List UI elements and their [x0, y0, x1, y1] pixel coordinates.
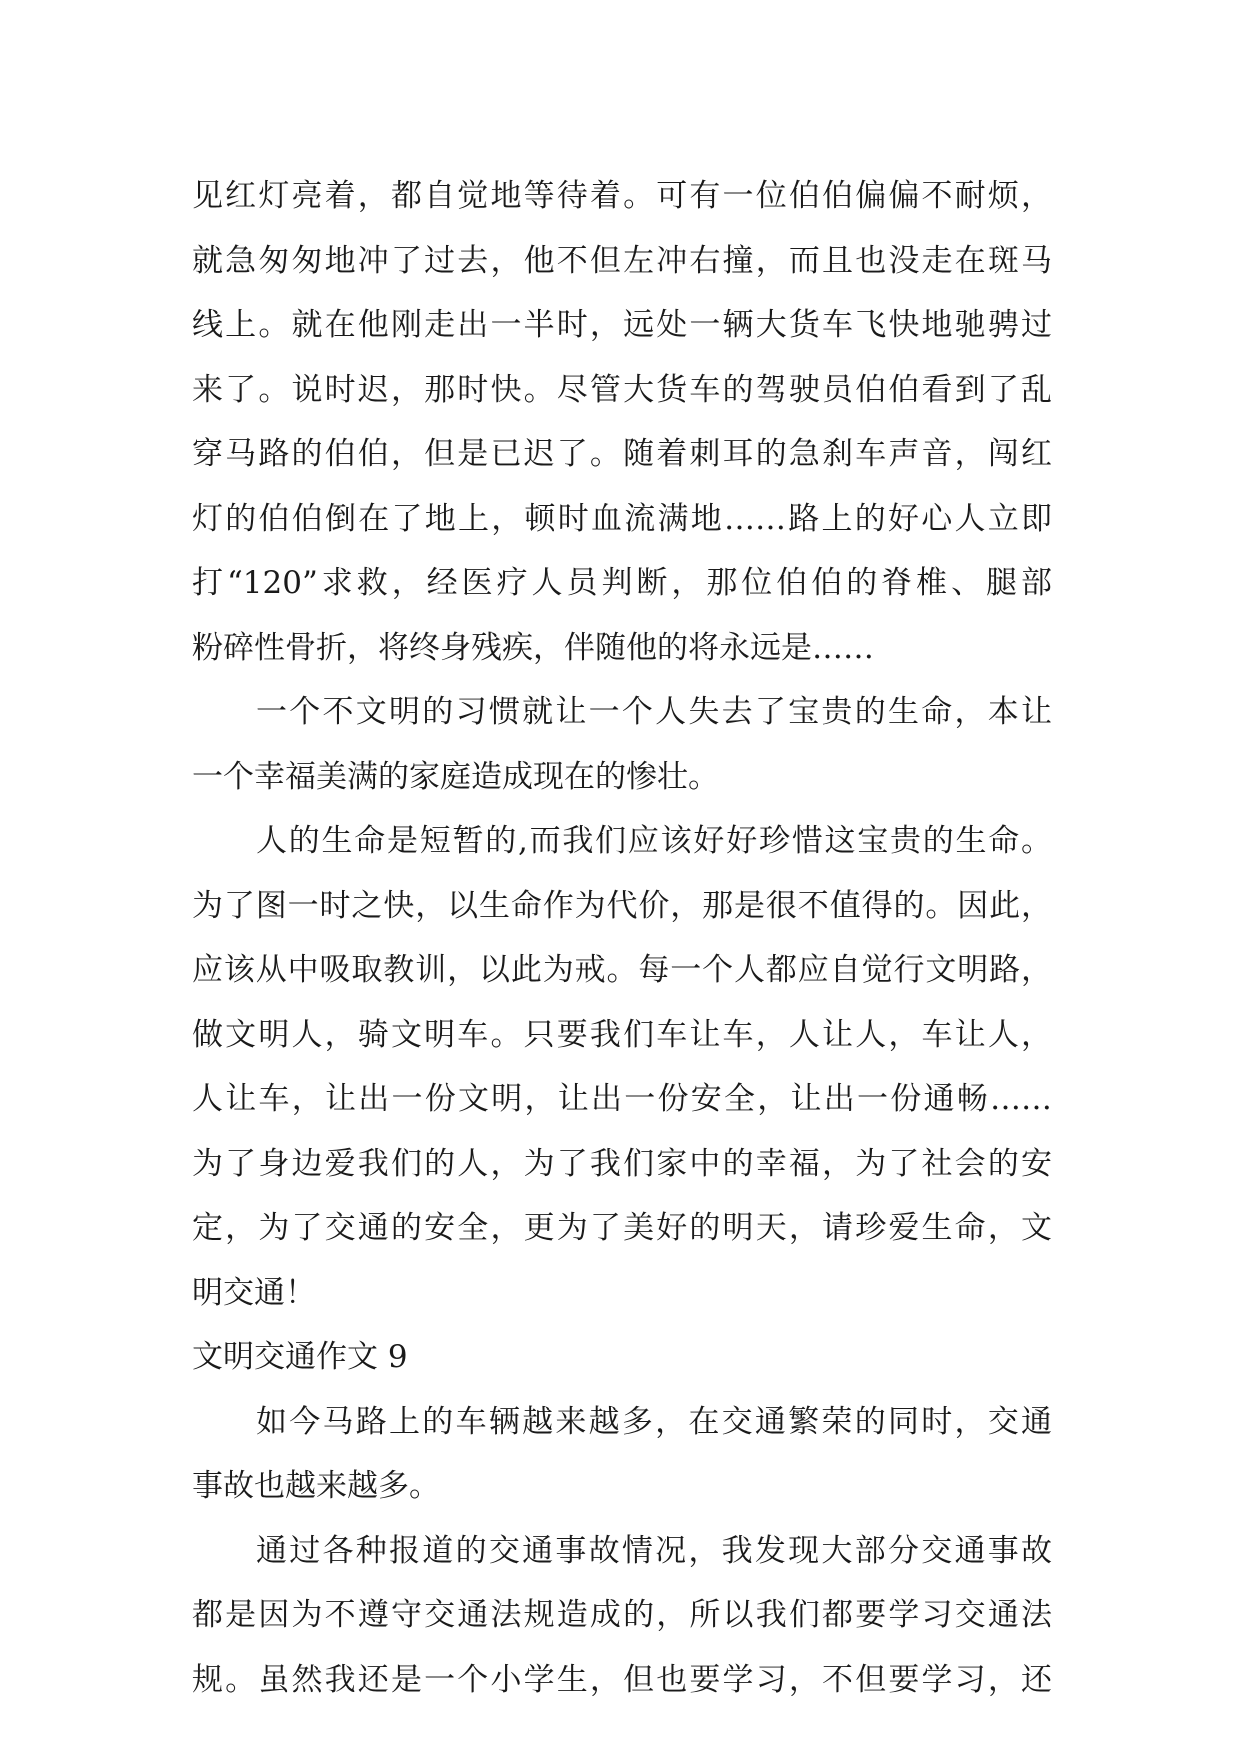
text-line: 线上。就在他刚走出一半时，远处一辆大货车飞快地驰骋过 [192, 307, 1052, 343]
text-line: 规。虽然我还是一个小学生，但也要学习，不但要学习，还 [192, 1661, 1052, 1698]
text-line: 为了图一时之快，以生命作为代价，那是很不值得的。因此， [192, 887, 1052, 924]
text-line: 定，为了交通的安全，更为了美好的明天，请珍爱生命，文 [192, 1210, 1052, 1246]
text-line: 人让车，让出一份文明，让出一份安全，让出一份通畅…… [192, 1081, 1052, 1117]
text-line: 事故也越来越多。 [192, 1468, 440, 1504]
paragraph-first-line: 人的生命是短暂的,而我们应该好好珍惜这宝贵的生命。 [256, 823, 1052, 859]
text-line: 见红灯亮着，都自觉地等待着。可有一位伯伯偏偏不耐烦， [192, 178, 1052, 214]
text-line: 打“120”求救，经医疗人员判断，那位伯伯的脊椎、腿部 [192, 565, 1052, 601]
paragraph-first-line: 通过各种报道的交通事故情况，我发现大部分交通事故 [256, 1532, 1052, 1569]
text-line: 穿马路的伯伯，但是已迟了。随着刺耳的急刹车声音，闯红 [192, 436, 1052, 472]
text-line: 都是因为不遵守交通法规造成的，所以我们都要学习交通法 [192, 1597, 1052, 1633]
text-line: 为了身边爱我们的人，为了我们家中的幸福，为了社会的安 [192, 1145, 1052, 1182]
text-line: 灯的伯伯倒在了地上，顿时血流满地……路上的好心人立即 [192, 500, 1052, 537]
section-heading: 文明交通作文 9 [192, 1339, 408, 1375]
text-line: 粉碎性骨折，将终身残疾，伴随他的将永远是…… [192, 629, 874, 666]
text-line: 明交通！ [192, 1274, 316, 1311]
paragraph-first-line: 一个不文明的习惯就让一个人失去了宝贵的生命，本让 [256, 694, 1052, 730]
text-line: 做文明人，骑文明车。只要我们车让车，人让人，车让人， [192, 1016, 1052, 1053]
paragraph-first-line: 如今马路上的车辆越来越多，在交通繁荣的同时，交通 [256, 1403, 1052, 1440]
text-line: 一个幸福美满的家庭造成现在的惨壮。 [192, 758, 719, 795]
text-line: 就急匆匆地冲了过去，他不但左冲右撞，而且也没走在斑马 [192, 242, 1052, 279]
document-body [192, 164, 1052, 1712]
text-line: 应该从中吸取教训，以此为戒。每一个人都应自觉行文明路， [192, 952, 1052, 988]
text-line: 来了。说时迟，那时快。尽管大货车的驾驶员伯伯看到了乱 [192, 371, 1052, 408]
